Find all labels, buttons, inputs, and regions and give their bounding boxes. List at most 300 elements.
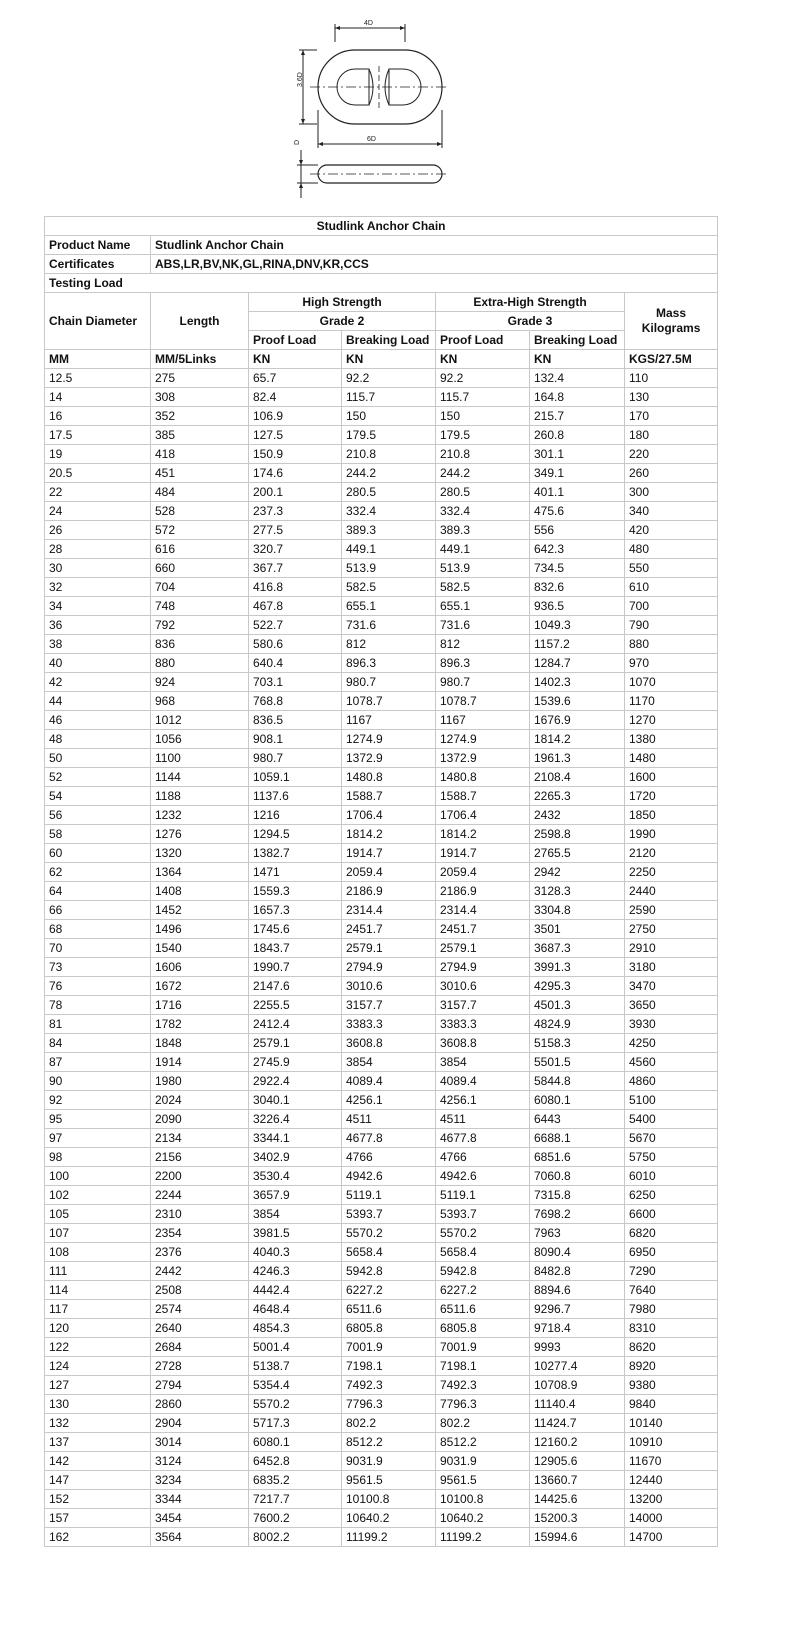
- table-cell: 836: [151, 635, 249, 654]
- table-cell: 260.8: [530, 426, 625, 445]
- table-row: [45, 559, 718, 578]
- table-cell: 9296.7: [530, 1300, 625, 1319]
- table-cell: 8310: [625, 1319, 718, 1338]
- table-row: [45, 1034, 718, 1053]
- table-cell: 60: [45, 844, 151, 863]
- table-row: [45, 996, 718, 1015]
- table-cell: 5400: [625, 1110, 718, 1129]
- table-cell: 4766: [436, 1148, 530, 1167]
- table-cell: 106.9: [249, 407, 342, 426]
- table-cell: 7001.9: [342, 1338, 436, 1357]
- table-cell: 137: [45, 1433, 151, 1452]
- table-cell: 14425.6: [530, 1490, 625, 1509]
- table-cell: 1914.7: [342, 844, 436, 863]
- table-cell: 4501.3: [530, 996, 625, 1015]
- table-cell: 1716: [151, 996, 249, 1015]
- table-row: [45, 597, 718, 616]
- table-cell: 401.1: [530, 483, 625, 502]
- studlink-spec-table: [44, 216, 718, 1547]
- table-cell: 90: [45, 1072, 151, 1091]
- table-cell: 4295.3: [530, 977, 625, 996]
- table-cell: 449.1: [342, 540, 436, 559]
- table-cell: 1294.5: [249, 825, 342, 844]
- table-cell: 550: [625, 559, 718, 578]
- table-cell: 12160.2: [530, 1433, 625, 1452]
- unit-kn: KN: [530, 350, 625, 369]
- table-cell: 968: [151, 692, 249, 711]
- table-cell: 385: [151, 426, 249, 445]
- table-cell: 6851.6: [530, 1148, 625, 1167]
- table-cell: 2860: [151, 1395, 249, 1414]
- table-cell: 66: [45, 901, 151, 920]
- table-cell: 9718.4: [530, 1319, 625, 1338]
- table-cell: 3157.7: [342, 996, 436, 1015]
- table-row: [45, 1243, 718, 1262]
- table-cell: 170: [625, 407, 718, 426]
- table-cell: 19: [45, 445, 151, 464]
- table-cell: 1170: [625, 692, 718, 711]
- table-cell: 6950: [625, 1243, 718, 1262]
- table-cell: 95: [45, 1110, 151, 1129]
- table-row: [45, 806, 718, 825]
- table-cell: 10100.8: [342, 1490, 436, 1509]
- table-cell: 349.1: [530, 464, 625, 483]
- table-cell: 6080.1: [249, 1433, 342, 1452]
- table-cell: 4040.3: [249, 1243, 342, 1262]
- table-cell: 748: [151, 597, 249, 616]
- table-cell: 7290: [625, 1262, 718, 1281]
- table-cell: 5119.1: [342, 1186, 436, 1205]
- table-cell: 244.2: [342, 464, 436, 483]
- table-cell: 38: [45, 635, 151, 654]
- table-cell: 147: [45, 1471, 151, 1490]
- table-cell: 9380: [625, 1376, 718, 1395]
- table-row: [45, 1319, 718, 1338]
- table-cell: 2412.4: [249, 1015, 342, 1034]
- table-cell: 1914: [151, 1053, 249, 1072]
- table-cell: 734.5: [530, 559, 625, 578]
- table-cell: 2255.5: [249, 996, 342, 1015]
- table-row: [45, 1490, 718, 1509]
- table-cell: 703.1: [249, 673, 342, 692]
- table-cell: 28: [45, 540, 151, 559]
- table-cell: 3608.8: [342, 1034, 436, 1053]
- table-cell: 7796.3: [436, 1395, 530, 1414]
- table-row: [45, 1528, 718, 1547]
- table-cell: 50: [45, 749, 151, 768]
- table-cell: 4824.9: [530, 1015, 625, 1034]
- table-cell: 449.1: [436, 540, 530, 559]
- table-cell: 6250: [625, 1186, 718, 1205]
- col-group-grade-3: Grade 3: [436, 312, 625, 331]
- table-cell: 3010.6: [342, 977, 436, 996]
- table-cell: 1480.8: [342, 768, 436, 787]
- table-cell: 3854: [342, 1053, 436, 1072]
- table-cell: 1078.7: [436, 692, 530, 711]
- table-cell: 2314.4: [342, 901, 436, 920]
- table-cell: 115.7: [342, 388, 436, 407]
- table-cell: 1274.9: [436, 730, 530, 749]
- table-row: [45, 426, 718, 445]
- table-cell: 7198.1: [342, 1357, 436, 1376]
- table-cell: 5750: [625, 1148, 718, 1167]
- table-cell: 836.5: [249, 711, 342, 730]
- table-cell: 522.7: [249, 616, 342, 635]
- table-cell: 7217.7: [249, 1490, 342, 1509]
- table-cell: 610: [625, 578, 718, 597]
- table-cell: 1144: [151, 768, 249, 787]
- table-cell: 6511.6: [436, 1300, 530, 1319]
- table-cell: 467.8: [249, 597, 342, 616]
- table-cell: 5658.4: [342, 1243, 436, 1262]
- table-cell: 1059.1: [249, 768, 342, 787]
- table-row: [45, 730, 718, 749]
- table-cell: 572: [151, 521, 249, 540]
- table-cell: 3991.3: [530, 958, 625, 977]
- table-cell: 556: [530, 521, 625, 540]
- table-row: [45, 1300, 718, 1319]
- table-row: [45, 1167, 718, 1186]
- table-cell: 280.5: [436, 483, 530, 502]
- table-cell: 5570.2: [249, 1395, 342, 1414]
- table-cell: 4442.4: [249, 1281, 342, 1300]
- table-cell: 11199.2: [342, 1528, 436, 1547]
- table-cell: 1496: [151, 920, 249, 939]
- table-cell: 1559.3: [249, 882, 342, 901]
- table-cell: 1167: [436, 711, 530, 730]
- table-cell: 36: [45, 616, 151, 635]
- table-cell: 4560: [625, 1053, 718, 1072]
- table-row: [45, 388, 718, 407]
- table-cell: 3402.9: [249, 1148, 342, 1167]
- table-cell: 92: [45, 1091, 151, 1110]
- table-cell: 179.5: [342, 426, 436, 445]
- table-cell: 2265.3: [530, 787, 625, 806]
- table-cell: 1382.7: [249, 844, 342, 863]
- table-cell: 4677.8: [436, 1129, 530, 1148]
- table-row: [45, 1072, 718, 1091]
- table-cell: 40: [45, 654, 151, 673]
- table-cell: 640.4: [249, 654, 342, 673]
- table-cell: 970: [625, 654, 718, 673]
- table-cell: 13660.7: [530, 1471, 625, 1490]
- table-cell: 2134: [151, 1129, 249, 1148]
- table-cell: 179.5: [436, 426, 530, 445]
- table-cell: 4854.3: [249, 1319, 342, 1338]
- table-cell: 34: [45, 597, 151, 616]
- table-cell: 130: [625, 388, 718, 407]
- table-row: [45, 1395, 718, 1414]
- col-header-mass: Mass Kilograms: [625, 293, 718, 350]
- table-cell: 1914.7: [436, 844, 530, 863]
- table-cell: 2432: [530, 806, 625, 825]
- table-cell: 475.6: [530, 502, 625, 521]
- table-cell: 5501.5: [530, 1053, 625, 1072]
- table-cell: 8620: [625, 1338, 718, 1357]
- table-cell: 3304.8: [530, 901, 625, 920]
- table-cell: 812: [342, 635, 436, 654]
- table-cell: 6010: [625, 1167, 718, 1186]
- table-cell: 2451.7: [436, 920, 530, 939]
- table-cell: 82.4: [249, 388, 342, 407]
- table-cell: 3657.9: [249, 1186, 342, 1205]
- table-cell: 3687.3: [530, 939, 625, 958]
- table-row: [45, 1205, 718, 1224]
- table-cell: 92.2: [342, 369, 436, 388]
- table-cell: 78: [45, 996, 151, 1015]
- table-cell: 4511: [436, 1110, 530, 1129]
- table-cell: 416.8: [249, 578, 342, 597]
- table-cell: 12440: [625, 1471, 718, 1490]
- table-cell: 802.2: [342, 1414, 436, 1433]
- table-cell: 4256.1: [342, 1091, 436, 1110]
- table-cell: 5100: [625, 1091, 718, 1110]
- table-cell: 5570.2: [436, 1224, 530, 1243]
- table-cell: 17.5: [45, 426, 151, 445]
- table-cell: 1070: [625, 673, 718, 692]
- table-cell: 2590: [625, 901, 718, 920]
- table-cell: 2442: [151, 1262, 249, 1281]
- table-cell: 4511: [342, 1110, 436, 1129]
- table-cell: 210.8: [342, 445, 436, 464]
- table-cell: 1606: [151, 958, 249, 977]
- table-cell: 8512.2: [436, 1433, 530, 1452]
- table-cell: 2765.5: [530, 844, 625, 863]
- table-row: [45, 483, 718, 502]
- table-cell: 451: [151, 464, 249, 483]
- table-cell: 3180: [625, 958, 718, 977]
- table-cell: 7963: [530, 1224, 625, 1243]
- table-cell: 1848: [151, 1034, 249, 1053]
- table-cell: 1157.2: [530, 635, 625, 654]
- table-cell: 1672: [151, 977, 249, 996]
- table-cell: 513.9: [342, 559, 436, 578]
- col-header-breaking-load-grade2: Breaking Load: [342, 331, 436, 350]
- table-row: [45, 369, 718, 388]
- table-cell: 1276: [151, 825, 249, 844]
- table-cell: 5942.8: [342, 1262, 436, 1281]
- table-cell: 1137.6: [249, 787, 342, 806]
- table-cell: 10100.8: [436, 1490, 530, 1509]
- table-cell: 122: [45, 1338, 151, 1357]
- table-row: [45, 654, 718, 673]
- table-cell: 9561.5: [342, 1471, 436, 1490]
- table-row: [45, 787, 718, 806]
- table-cell: 3128.3: [530, 882, 625, 901]
- table-row: [45, 540, 718, 559]
- table-cell: 3234: [151, 1471, 249, 1490]
- table-cell: 108: [45, 1243, 151, 1262]
- table-cell: 4860: [625, 1072, 718, 1091]
- table-cell: 1961.3: [530, 749, 625, 768]
- table-cell: 2574: [151, 1300, 249, 1319]
- table-cell: 87: [45, 1053, 151, 1072]
- table-row: [45, 1509, 718, 1528]
- table-cell: 10640.2: [436, 1509, 530, 1528]
- col-group-high-strength: High Strength: [249, 293, 436, 312]
- table-cell: 107: [45, 1224, 151, 1243]
- table-cell: 332.4: [436, 502, 530, 521]
- col-header-proof-load-grade2: Proof Load: [249, 331, 342, 350]
- table-cell: 1706.4: [436, 806, 530, 825]
- table-row: [45, 768, 718, 787]
- table-cell: 3608.8: [436, 1034, 530, 1053]
- table-cell: 1814.2: [530, 730, 625, 749]
- table-row: [45, 1053, 718, 1072]
- col-header-chain-diameter: Chain Diameter: [45, 293, 151, 350]
- table-cell: 880: [625, 635, 718, 654]
- table-row: [45, 1186, 718, 1205]
- table-cell: 1814.2: [342, 825, 436, 844]
- table-cell: 2310: [151, 1205, 249, 1224]
- table-cell: 16: [45, 407, 151, 426]
- table-cell: 8894.6: [530, 1281, 625, 1300]
- table-cell: 2922.4: [249, 1072, 342, 1091]
- table-cell: 20.5: [45, 464, 151, 483]
- table-cell: 1372.9: [436, 749, 530, 768]
- table-cell: 301.1: [530, 445, 625, 464]
- table-cell: 2598.8: [530, 825, 625, 844]
- table-cell: 704: [151, 578, 249, 597]
- table-cell: 120: [45, 1319, 151, 1338]
- table-cell: 124: [45, 1357, 151, 1376]
- table-row: [45, 1376, 718, 1395]
- table-cell: 1814.2: [436, 825, 530, 844]
- table-row: [45, 958, 718, 977]
- table-cell: 130: [45, 1395, 151, 1414]
- table-cell: 10910: [625, 1433, 718, 1452]
- table-cell: 1588.7: [436, 787, 530, 806]
- table-cell: 3530.4: [249, 1167, 342, 1186]
- table-cell: 5570.2: [342, 1224, 436, 1243]
- table-cell: 2059.4: [436, 863, 530, 882]
- table-cell: 3470: [625, 977, 718, 996]
- table-cell: 980.7: [249, 749, 342, 768]
- table-cell: 115.7: [436, 388, 530, 407]
- table-cell: 4766: [342, 1148, 436, 1167]
- table-cell: 792: [151, 616, 249, 635]
- table-cell: 2640: [151, 1319, 249, 1338]
- table-cell: 3157.7: [436, 996, 530, 1015]
- table-cell: 22: [45, 483, 151, 502]
- table-row: [45, 464, 718, 483]
- table-cell: 6600: [625, 1205, 718, 1224]
- length-label: 6D: [367, 136, 376, 143]
- table-cell: 132: [45, 1414, 151, 1433]
- table-cell: 260: [625, 464, 718, 483]
- table-cell: 70: [45, 939, 151, 958]
- table-cell: 484: [151, 483, 249, 502]
- table-cell: 4250: [625, 1034, 718, 1053]
- table-cell: 1078.7: [342, 692, 436, 711]
- table-row: [45, 673, 718, 692]
- table-row: [45, 711, 718, 730]
- table-cell: 1100: [151, 749, 249, 768]
- table-cell: 1990.7: [249, 958, 342, 977]
- table-cell: 150: [436, 407, 530, 426]
- table-cell: 3040.1: [249, 1091, 342, 1110]
- table-row: [45, 1338, 718, 1357]
- table-cell: 7640: [625, 1281, 718, 1300]
- table-cell: 275: [151, 369, 249, 388]
- table-cell: 1320: [151, 844, 249, 863]
- table-cell: 1284.7: [530, 654, 625, 673]
- table-cell: 132.4: [530, 369, 625, 388]
- table-cell: 105: [45, 1205, 151, 1224]
- table-cell: 127.5: [249, 426, 342, 445]
- table-cell: 2314.4: [436, 901, 530, 920]
- table-cell: 73: [45, 958, 151, 977]
- table-cell: 6443: [530, 1110, 625, 1129]
- table-cell: 790: [625, 616, 718, 635]
- table-cell: 6511.6: [342, 1300, 436, 1319]
- table-cell: 2090: [151, 1110, 249, 1129]
- table-cell: 1364: [151, 863, 249, 882]
- table-cell: 8512.2: [342, 1433, 436, 1452]
- table-cell: 9840: [625, 1395, 718, 1414]
- table-row: [45, 1281, 718, 1300]
- table-cell: 2579.1: [436, 939, 530, 958]
- table-cell: 1745.6: [249, 920, 342, 939]
- table-cell: 7060.8: [530, 1167, 625, 1186]
- table-cell: 2794: [151, 1376, 249, 1395]
- table-row: [45, 1262, 718, 1281]
- table-cell: 1452: [151, 901, 249, 920]
- table-cell: 3344: [151, 1490, 249, 1509]
- table-row: [45, 1452, 718, 1471]
- table-cell: 4942.6: [436, 1167, 530, 1186]
- table-cell: 26: [45, 521, 151, 540]
- table-cell: 1676.9: [530, 711, 625, 730]
- table-cell: 6805.8: [436, 1319, 530, 1338]
- table-cell: 655.1: [436, 597, 530, 616]
- table-cell: 1990: [625, 825, 718, 844]
- table-cell: 4256.1: [436, 1091, 530, 1110]
- table-cell: 1540: [151, 939, 249, 958]
- table-cell: 528: [151, 502, 249, 521]
- table-cell: 2794.9: [342, 958, 436, 977]
- table-row: [45, 749, 718, 768]
- table-cell: 1216: [249, 806, 342, 825]
- table-cell: 6227.2: [342, 1281, 436, 1300]
- table-cell: 4089.4: [436, 1072, 530, 1091]
- table-cell: 700: [625, 597, 718, 616]
- table-row: [45, 882, 718, 901]
- table-cell: 7980: [625, 1300, 718, 1319]
- table-cell: 5354.4: [249, 1376, 342, 1395]
- table-cell: 332.4: [342, 502, 436, 521]
- table-cell: 117: [45, 1300, 151, 1319]
- table-cell: 3930: [625, 1015, 718, 1034]
- table-cell: 6835.2: [249, 1471, 342, 1490]
- table-cell: 6688.1: [530, 1129, 625, 1148]
- table-cell: 10708.9: [530, 1376, 625, 1395]
- table-cell: 3981.5: [249, 1224, 342, 1243]
- table-row: [45, 1414, 718, 1433]
- table-cell: 2108.4: [530, 768, 625, 787]
- table-cell: 1706.4: [342, 806, 436, 825]
- table-cell: 46: [45, 711, 151, 730]
- table-cell: 2244: [151, 1186, 249, 1205]
- table-row: [45, 1110, 718, 1129]
- table-cell: 2186.9: [342, 882, 436, 901]
- table-cell: 580.6: [249, 635, 342, 654]
- table-row: [45, 863, 718, 882]
- table-cell: 1274.9: [342, 730, 436, 749]
- table-cell: 114: [45, 1281, 151, 1300]
- table-cell: 1232: [151, 806, 249, 825]
- table-cell: 1843.7: [249, 939, 342, 958]
